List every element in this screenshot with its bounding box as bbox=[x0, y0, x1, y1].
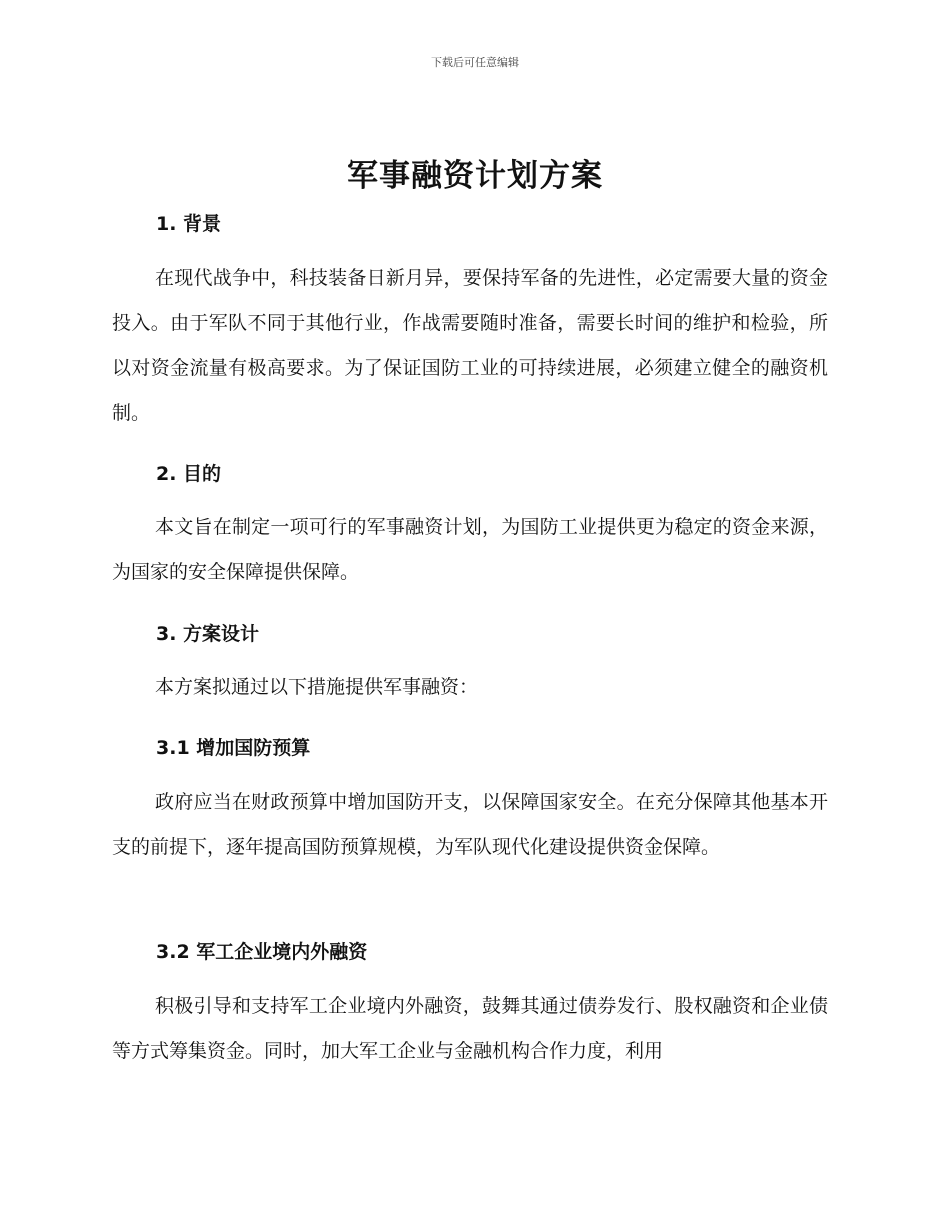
section-heading-enterprise-financing: 3.2 军工企业境内外融资 bbox=[156, 941, 368, 963]
section-heading-purpose: 2. 目的 bbox=[156, 463, 222, 485]
section-heading-background: 1. 背景 bbox=[156, 213, 222, 235]
section-paragraph-defense-budget: 政府应当在财政预算中增加国防开支，以保障国家安全。在充分保障其他基本开支的前提下，逐年提高国防预算规模，为军队现代化建设提供资金保障。 bbox=[112, 791, 828, 858]
page-title: 军事融资计划方案 bbox=[347, 158, 603, 194]
section-paragraph-design: 本方案拟通过以下措施提供军事融资： bbox=[155, 676, 479, 698]
header-note: 下载后可任意编辑 bbox=[431, 56, 519, 69]
section-heading-defense-budget: 3.1 增加国防预算 bbox=[156, 737, 311, 759]
section-paragraph-purpose: 本文旨在制定一项可行的军事融资计划，为国防工业提供更为稳定的资金来源，为国家的安全保障提供保障。 bbox=[112, 516, 828, 583]
section-heading-design: 3. 方案设计 bbox=[156, 623, 260, 645]
section-paragraph-enterprise-financing: 积极引导和支持军工企业境内外融资，鼓舞其通过债券发行、股权融资和企业债等方式筹集资金。同时，加大军工企业与金融机构合作力度，利用 bbox=[112, 995, 828, 1062]
section-paragraph-background: 在现代战争中，科技装备日新月异，要保持军备的先进性，必定需要大量的资金投入。由于军队不同于其他行业，作战需要随时准备，需要长时间的维护和检验，所以对资金流量有极高要求。为了保证国防工业的可持续进展，必须建立健全的融资机制。 bbox=[112, 267, 828, 424]
